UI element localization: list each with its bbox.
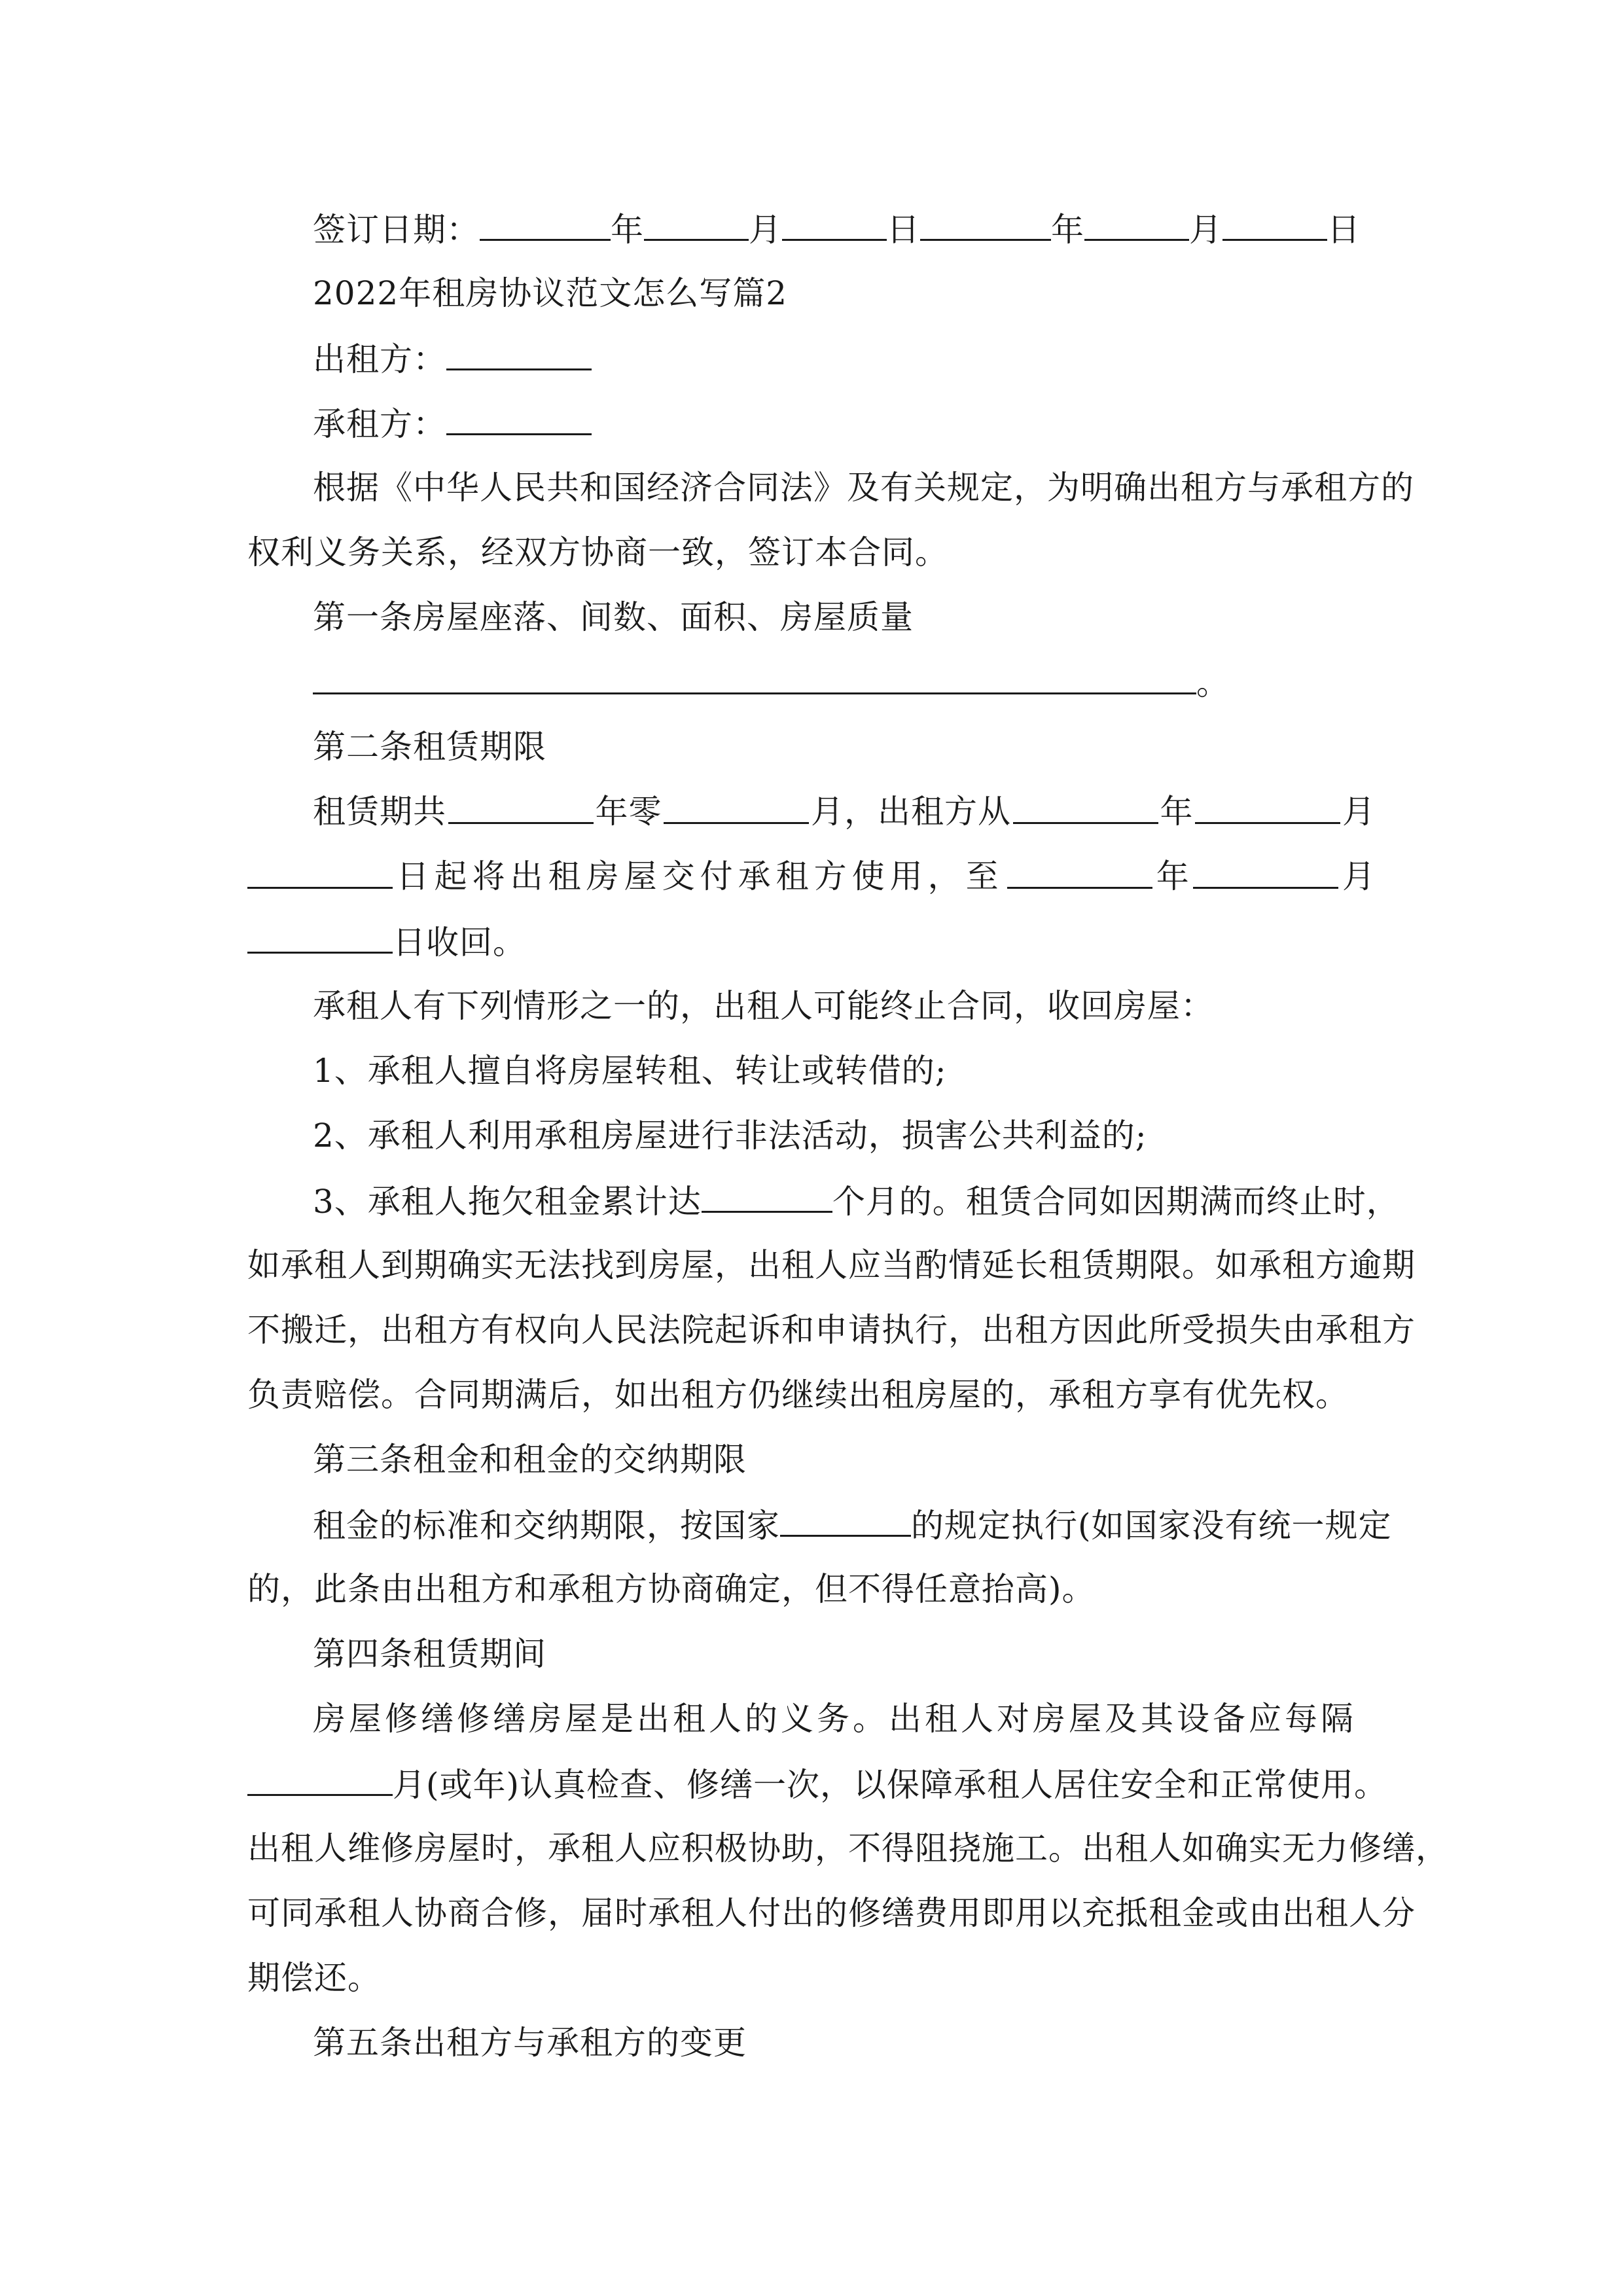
blank-field: [480, 209, 611, 241]
sign-date-line: [313, 209, 1441, 249]
blank-field: [247, 857, 393, 889]
section-title: 2022年租房协议范文怎么写篇2: [313, 274, 788, 312]
article-title: 第五条出租方与承租方的变更: [313, 2024, 747, 2062]
blank-field: [702, 1181, 832, 1213]
text-segment: 月: [1342, 857, 1376, 895]
list-item: 1、承租人擅自将房屋转租、转让或转借的;: [313, 1052, 947, 1090]
paragraph-line: 房屋修缮修缮房屋是出租人的义务。出租人对房屋及其设备应每隔: [313, 1700, 1357, 1738]
article2-line3: [247, 922, 1376, 962]
text-segment: 租金的标准和交纳期限，按国家: [313, 1507, 780, 1545]
blank-field: [247, 922, 393, 954]
paragraph-line: [247, 1764, 1388, 1804]
day-label: 日: [1327, 211, 1361, 249]
blank-field: [664, 792, 809, 824]
month-label: 月: [749, 211, 782, 249]
text-segment: 日收回。: [393, 924, 526, 961]
year-label: 年: [1051, 211, 1084, 249]
blank-field: [644, 209, 749, 241]
paragraph-line: 根据《中华人民共和国经济合同法》及有关规定，为明确出租方与承租方的: [313, 469, 1414, 507]
article-title: 第四条租赁期间: [313, 1635, 546, 1673]
blank-field: [782, 209, 887, 241]
year-label: 年: [611, 211, 644, 249]
blank-field: [1222, 209, 1327, 241]
article-title: 第三条租金和租金的交纳期限: [313, 1441, 747, 1479]
text-segment: 年: [1156, 857, 1190, 895]
paragraph-line: 权利义务关系，经双方协商一致，签订本合同。: [247, 533, 948, 571]
text-segment: 日起将出租房屋交付承租方使用，至: [396, 857, 1004, 895]
lessee-line: [313, 403, 1441, 444]
blank-field: [313, 662, 1196, 694]
lessor-label: 出租方：: [313, 340, 446, 378]
article2-line2: [247, 857, 1376, 896]
text-segment: 年: [1160, 793, 1194, 831]
text-segment: 月(或年)认真检查、修缮一次，以保障承租人居住安全和正常使用。: [393, 1766, 1388, 1804]
text-segment: 年零: [595, 793, 662, 831]
paragraph-line: [313, 1505, 1441, 1545]
month-label: 月: [1189, 211, 1222, 249]
paragraph-line: 出租人维修房屋时，承租人应积极协助，不得阻挠施工。出租人如确实无力修缮，: [247, 1829, 1449, 1867]
paragraph-line: 承租人有下列情形之一的，出租人可能终止合同，收回房屋：: [313, 987, 1214, 1025]
sign-date-label: 签订日期：: [313, 211, 480, 249]
paragraph-line: 可同承租人协商合修，届时承租人付出的修缮费用即用以充抵租金或由出租人分: [247, 1894, 1416, 1932]
paragraph-line: 如承租人到期确实无法找到房屋，出租人应当酌情延长租赁期限。如承租方逾期: [247, 1246, 1416, 1284]
blank-field: [1013, 792, 1158, 824]
article-title: 第一条房屋座落、间数、面积、房屋质量: [313, 598, 914, 636]
blank-field: [1084, 209, 1189, 241]
paragraph-line: 负责赔偿。合同期满后，如出租方仍继续出租房屋的，承租方享有优先权。: [247, 1376, 1349, 1414]
text-segment: 的规定执行(如国家没有统一规定: [911, 1507, 1392, 1545]
lessor-line: [313, 338, 1441, 379]
blank-field: [247, 1764, 393, 1796]
blank-field: [446, 403, 592, 435]
blank-field: [780, 1505, 911, 1537]
period: 。: [1196, 664, 1230, 702]
text-segment: 3、承租人拖欠租金累计达: [313, 1183, 702, 1221]
blank-field: [920, 209, 1051, 241]
text-segment: 个月的。租赁合同如因期满而终止时，: [832, 1183, 1400, 1221]
blank-field: [1193, 857, 1338, 889]
article1-blank-line: [313, 662, 1441, 703]
list-item: 2、承租人利用承租房屋进行非法活动，损害公共利益的;: [313, 1117, 1147, 1155]
text-segment: 租赁期共: [313, 793, 446, 831]
day-label: 日: [887, 211, 920, 249]
blank-field: [1195, 792, 1340, 824]
article-title: 第二条租赁期限: [313, 728, 546, 766]
blank-field: [446, 338, 592, 370]
article2-line1: [313, 792, 1376, 831]
blank-field: [1007, 857, 1152, 889]
text-segment: 月: [1342, 793, 1376, 831]
paragraph-line: 期偿还。: [247, 1959, 381, 1997]
paragraph-line: 的，此条由出租方和承租方协商确定，但不得任意抬高)。: [247, 1570, 1096, 1608]
blank-field: [448, 792, 594, 824]
text-segment: 月，出租方从: [811, 793, 1011, 831]
list-item: [313, 1181, 1441, 1221]
paragraph-line: 不搬迁，出租方有权向人民法院起诉和申请执行，出租方因此所受损失由承租方: [247, 1311, 1416, 1349]
lessee-label: 承租方：: [313, 405, 446, 443]
